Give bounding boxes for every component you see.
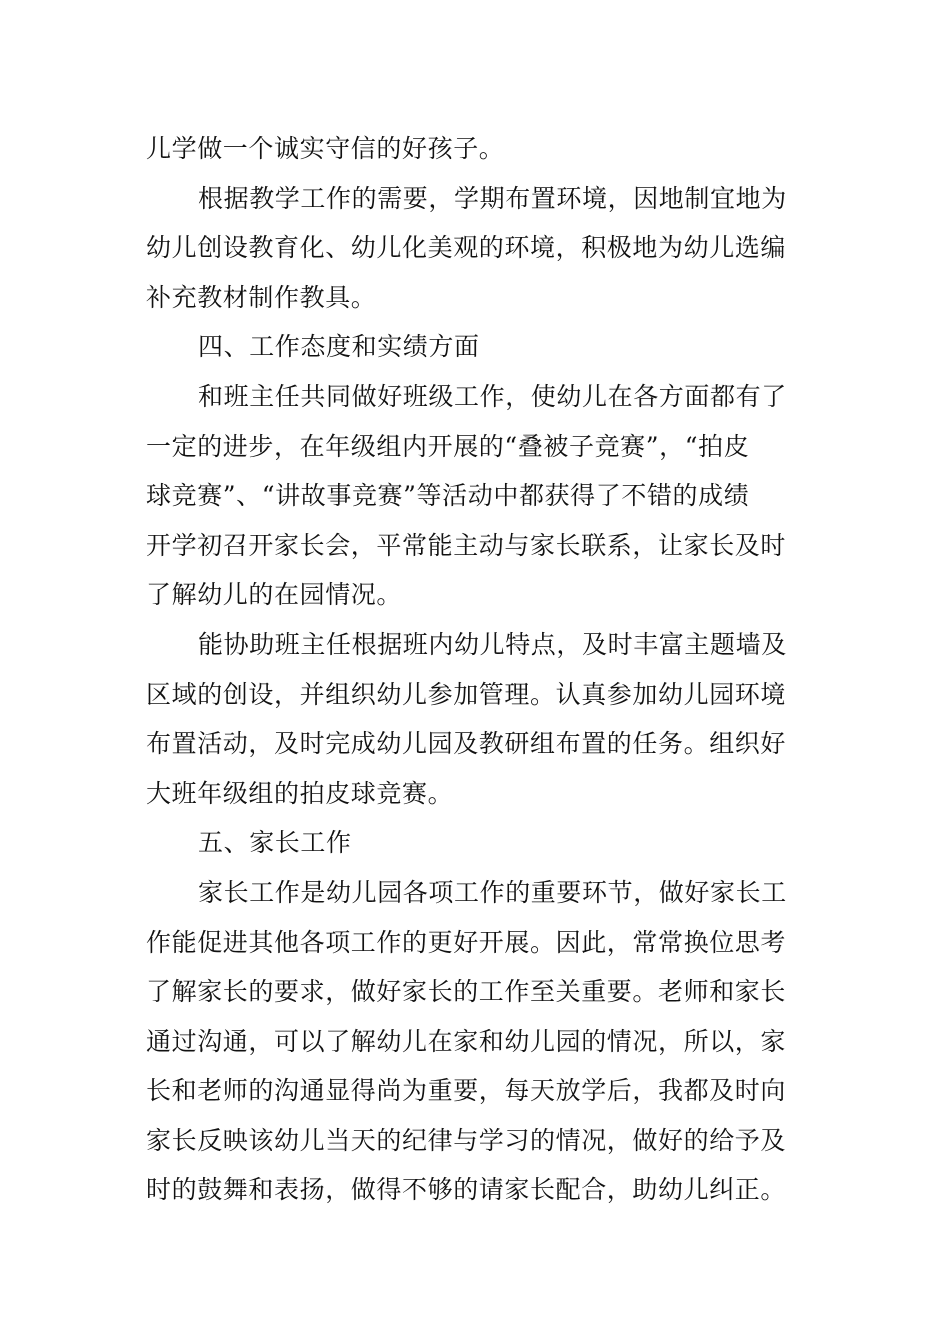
text-line: 幼儿创设教育化、幼儿化美观的环境，积极地为幼儿选编 bbox=[146, 233, 787, 263]
text-line: 四、工作态度和实绩方面 bbox=[198, 332, 480, 362]
text-line: 家长反映该幼儿当天的纪律与学习的情况，做好的给予及 bbox=[146, 1125, 787, 1155]
document-body bbox=[146, 124, 810, 1215]
text-line: 时的鼓舞和表扬，做得不够的请家长配合，助幼儿纠正。 bbox=[146, 1175, 787, 1205]
text-line: 一定的进步，在年级组内开展的“叠被子竞赛”，“拍皮 bbox=[146, 431, 750, 461]
text-line: 通过沟通，可以了解幼儿在家和幼儿园的情况，所以，家 bbox=[146, 1026, 787, 1056]
text-line: 五、家长工作 bbox=[198, 828, 352, 858]
text-line: 了解幼儿的在园情况。 bbox=[146, 580, 403, 610]
text-line: 作能促进其他各项工作的更好开展。因此，常常换位思考 bbox=[146, 927, 787, 957]
text-line: 区域的创设，并组织幼儿参加管理。认真参加幼儿园环境 bbox=[146, 679, 787, 709]
text-line: 大班年级组的拍皮球竞赛。 bbox=[146, 778, 454, 808]
text-line: 根据教学工作的需要，学期布置环境，因地制宜地为 bbox=[198, 183, 787, 213]
text-line: 家长工作是幼儿园各项工作的重要环节，做好家长工 bbox=[198, 877, 787, 907]
text-line: 能协助班主任根据班内幼儿特点，及时丰富主题墙及 bbox=[198, 629, 787, 659]
text-line: 了解家长的要求，做好家长的工作至关重要。老师和家长 bbox=[146, 977, 787, 1007]
text-line: 球竞赛”、“讲故事竞赛”等活动中都获得了不错的成绩 bbox=[146, 481, 750, 511]
text-line: 布置活动，及时完成幼儿园及教研组布置的任务。组织好 bbox=[146, 729, 787, 759]
text-line: 长和老师的沟通显得尚为重要，每天放学后，我都及时向 bbox=[146, 1076, 787, 1106]
text-line: 儿学做一个诚实守信的好孩子。 bbox=[146, 134, 505, 163]
text-line: 和班主任共同做好班级工作，使幼儿在各方面都有了 bbox=[198, 381, 787, 411]
text-line: 开学初召开家长会，平常能主动与家长联系，让家长及时 bbox=[146, 530, 787, 560]
text-line: 补充教材制作教具。 bbox=[146, 282, 377, 312]
